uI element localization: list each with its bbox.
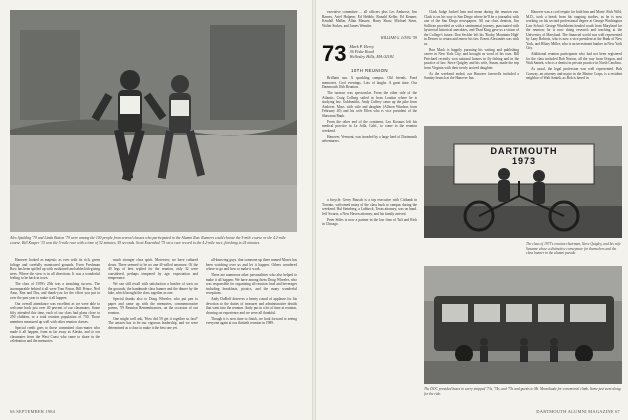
paragraph: Hanover looked as majestic as ever with its rich, green foliage and carefully manicured grounds. Even Freshman Row has been spiffed up with cushioned and tablecloth-giving trees. Where the view is in all directions. It was a wonderful feeling to be back in town. [10,258,100,280]
right-column-1-bottom [322,76,417,194]
doc-bus-caption: The DOC provided buses to carry stripped '73s, '74s, and '75s and guests to Mt. Moosilauke for a memorial climb. Some just went along for the ride. [424,387,621,396]
paragraph: Our overall attendance was excellent as we were able to welcome back just over 40 percent of our classmates. Some fifty attended this time, each of our class had plans close to 250 children, or a total reunion population of 730. Those members measured up well with other reunion classes. [10,301,100,324]
paragraph: We can still recall with satisfaction a bonfire of sorts on the grounds, the handmade class banner and the dinner by the lake, which brought the class together as one. [108,282,198,295]
paragraph: all-knowing guys, that someone up there named Moses has been watching over us and let it happen. Others wondered where to go and how to make it work. [206,258,297,271]
paragraph: The turnout was spectacular. From the other side of the Atlantic, Craig Colberg sailed in from London where he is studying law. Goldsmiths, Andy Caffrey came up the pike from Andover, Mass. with wife and daughter (Allison Windsor, born February 20) and his wife Ellen who is vice president of the Shawmut Bank. [322,91,417,118]
class-banner-photo [424,126,622,238]
class-banner-caption: The class of 1973's reunion chairman, Steve Quigley, and his wife Susanne chose a distinctive conveyance for themselves and the class banner in the alumni parade. [526,242,621,255]
alumni-run-caption: Alex Spalding '79 and Linda Button '79 were among the 100 people from several classes who participated in the Alumni Run. Runners could choose the 5-mile course or the 4.2-mile course. Bill Kasper '15 won the 5-mile race with a time of 32 minutes, 59 seconds. Scott Rosenthal '75 set a race record in the 4.2-mile race, finishing in 24 minutes. [10,236,286,245]
alumni-run-photo-image [10,10,297,232]
alumni-run-photo [10,10,297,232]
signature: WILLIAM G. LONG '59 [380,36,417,40]
doc-bus-photo-image [424,266,622,384]
paragraph: The class of 1959's 25th was a smashing success. The incomparable behind it all were Tom Farrar, Bill Prince, Neil Amo, Ron and Dru, and thank-you for the effort you put in over the past year to make it all happen. [10,282,100,300]
paragraph: much stronger class spirit. Moreover, we have cultured down. There seemed to be no one ill-willed anymore. Of the 40 legs of best replied for the reunion, only 32 were considered, perhaps tempered by age, expectation and temperance. [108,258,198,280]
paragraph: Brilliant sun. A sparkling campus. Old friends. Fond memories. Cool evenings. Lots of laughs. A great time. Our Dartmouth 10th Reunion. [322,76,417,89]
paragraph: Hanover, Vermont, was invaded by a large herd of Dartmouth adventurers. [322,134,417,143]
left-page [0,0,312,420]
right-column-3 [526,10,622,122]
class-header [322,41,417,66]
right-column-4-bottom [322,198,417,398]
paragraph: Hanover was a cool respite for both him and Marie. Rick Wild, M.D., took a break from his ongoing studies, as he is now working on his second professional degree at George Washington Law School. George Windsheim headed south from Maryland for the reunion; he is now doing research and teaching at the University of Maryland. The financial world was well represented by Lany Roberts, who is now a vice president at the Bank of New York, and Hilary Miller, who is an investment banker in New York City. [526,10,622,50]
paragraph: As the weekend ended, our Hanover farewells included a Sunday brunch at the Hanover Inn. [424,71,519,80]
left-column-2 [108,258,198,398]
paragraph: Additional reunion participants who had not been registered for the class included Bob Norton, all the way from Oregon, and Walt Santek, who is a dentist in private practice in North Carolina. [526,52,622,65]
paragraph: From the other end of the continent, Leo Kosmos left his medical practice in La Jolla, Calif., to come to the reunion weekend. [322,119,417,133]
doc-bus-photo [424,266,622,384]
left-column-1 [10,258,100,398]
paragraph: Clark Judge looked lean and mean during the reunion run. Clark is on his way to San Diego where he'll be a journalist with one of the San Diego newspapers. All our class dentists, Jim Sullivan provided us with a sentimental journey, punctuated with hysterical historical anecdotes, and Thad King gave us a vision of the College's future. Don Seckler left his 'Rocky Mountain High' in Denver to return and renew his ties. Ernest Alexander was with us. [424,10,519,46]
paragraph: Special credit goes to those committed class-mates who made it all happen, from as far away as Alaska, and to our classmates from the West Coast who came to share in the celebration and the memories. [10,325,100,343]
paragraph: executive committee ... all officers plus Les Ambrose, Jim Barnes, Ariel Halpern, Ed Hebble, Ronald Keller, Ed Kenner, Kendall Mallar, Allan Massen, Harry Shaw, Michael Stern, Walter Stokes, and James Wenzler. [322,10,417,28]
right-column-2 [424,10,519,122]
paragraph: Special thanks also to Doug Wheeler, who put pen to paper and came up with the memories, commemorative poems, '59 Reunion Remembrances, on the occasion of our reunion. [108,297,198,315]
class-address: Mark P. Hervy 36 Fiske Road Wellesley Hills, MA 02181 [349,44,394,59]
right-column-1-top [322,10,417,34]
right-page-footer: DARTMOUTH ALUMNI MAGAZINE 67 [536,409,620,414]
paragraph: a bicycle. Gerry Bausch is a top executive with Citibank in Toronto, welcomed many of the class back to campus during the weekend. Hal Steinberg, a Lubbock, Texas attorney, was on hand. Jeff Swartz, a New Haven attorney, and his family arrived. [322,198,417,216]
right-page [316,0,628,420]
class-banner-photo-image [424,126,622,238]
paragraph: Andy DuBoff deserves a hearty round of applause for his devotion to the duties of treasurer and administrative details that went into the reunion. Andy put in a lot of time at reunion, drawing on experience and we were all thankful. [206,297,297,315]
paragraph: As usual, the legal profession was well represented. Bob Conway, an attorney and major in the Marine Corps, is a resident neighbor of Walt Santek, as Bob is based in [526,67,622,80]
reunion-heading: 10TH REUNION [350,68,388,73]
left-page-footer: 66 SEPTEMBER 1984 [10,409,56,414]
class-banner-text: DARTMOUTH 1973 [490,146,558,166]
left-column-3 [206,258,297,398]
paragraph: There are numerous other personalities who also helped to make it all happen. We have among them Doug Wheeler, who was responsible for organizing all reunion food and beverages including breakfasts, picnics, and the many wonderful receptions. [206,273,297,295]
paragraph: One might well ask, 'How did 59 get it together so fast?' The answer has to be our vigorous leadership, and we were determined as a class to make it the best one yet. [108,316,198,330]
class-number: 73 [322,41,347,66]
paragraph: Ron Mack is happily pursuing his writing and publishing career in New York City, and brought us word of his own. Bill Pritchard recently won national honors in fly-fishing and in the practice of law. Steve Quigley and his wife, Susan, made the trip from Virginia with their newly arrived daughter. [424,47,519,70]
paragraph: Though it is now time to finish, we look forward to seeing everyone again at our thirtieth reunion in 1989. [206,316,297,325]
paragraph: Peter Stiles is now a partner in the law firm of Taft and Rich in Chicago. [322,217,417,226]
